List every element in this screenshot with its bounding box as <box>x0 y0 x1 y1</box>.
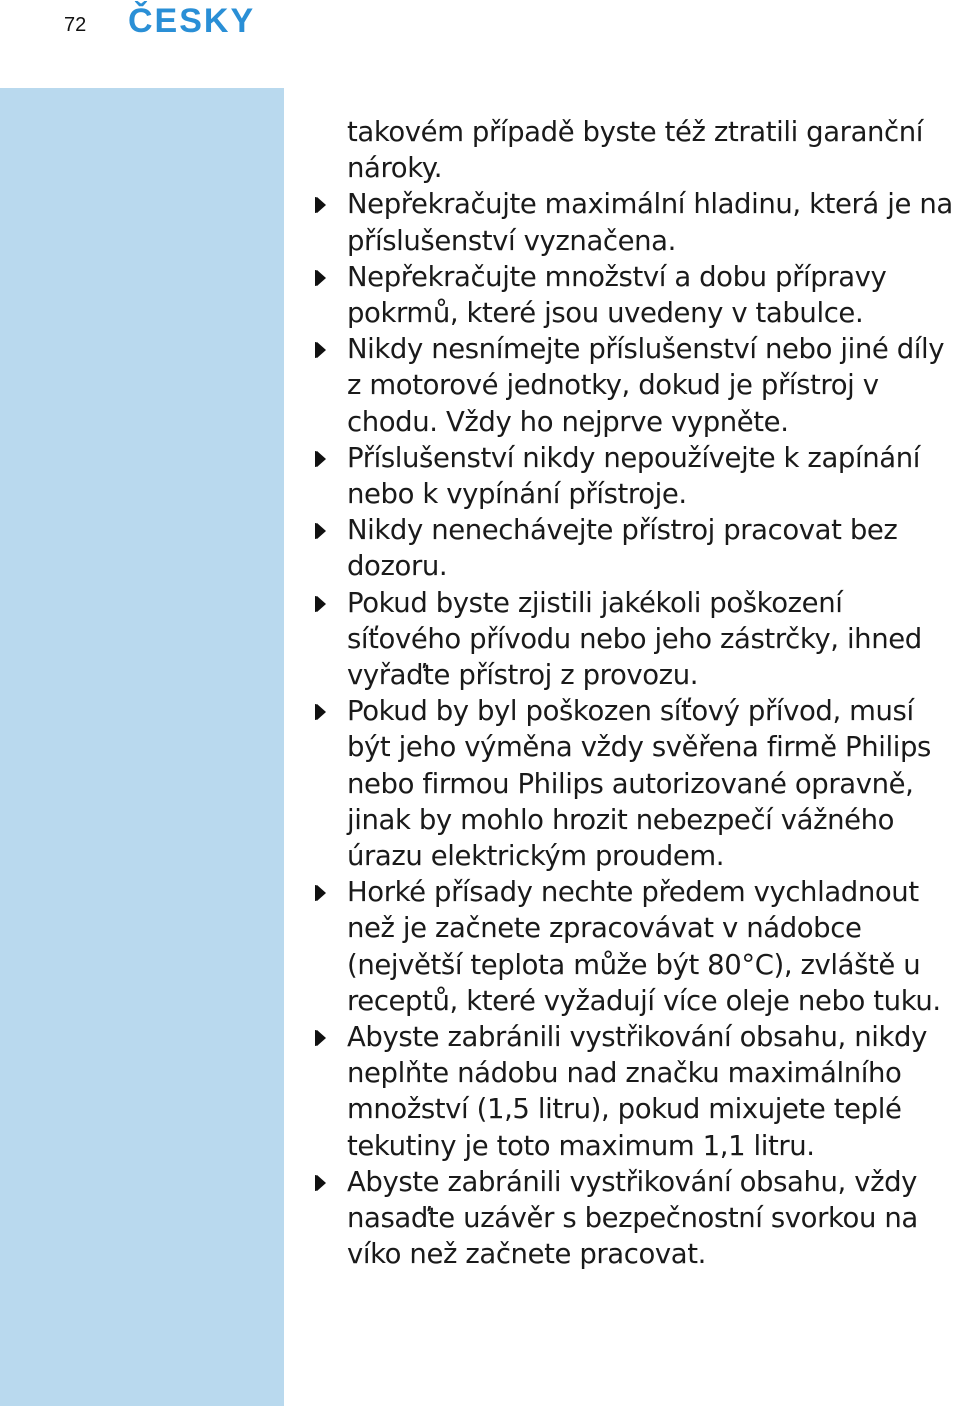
language-heading: ČESKY <box>128 2 256 40</box>
list-item-text: Abyste zabránili vystřikování obsahu, vždy nasaďte uzávěr s bezpečnostní svorkou na víko než začnete pracovat. <box>347 1165 918 1271</box>
page-number: 72 <box>64 14 87 36</box>
bullet-icon <box>317 596 326 612</box>
list-item <box>347 186 959 258</box>
bullet-icon <box>317 1175 326 1191</box>
list-item-text: Nikdy nenechávejte přístroj pracovat bez dozoru. <box>347 514 898 583</box>
list-item-text: Pokud by byl poškozen síťový přívod, musí být jeho výměna vždy svěřena firmě Philips nebo firmou Philips autorizované opravně, jinak by mohlo hrozit nebezpečí vážného úrazu elektrickým proudem. <box>347 695 931 873</box>
bullet-icon <box>317 342 326 358</box>
list-item-text: Pokud byste zjistili jakékoli poškození síťového přívodu nebo jeho zástrčky, ihned vyřaďte přístroj z provozu. <box>347 586 922 692</box>
list-item-text: Nikdy nesnímejte příslušenství nebo jiné díly z motorové jednotky, dokud je přístroj v chodu. Vždy ho nejprve vypněte. <box>347 333 945 438</box>
list-item <box>347 1164 959 1273</box>
list-item-text: Nepřekračujte maximální hladinu, která je na příslušenství vyznačena. <box>347 188 953 257</box>
sidebar-band <box>0 88 284 1406</box>
list-item-text: Příslušenství nikdy nepoužívejte k zapínání nebo k vypínání přístroje. <box>347 441 920 511</box>
list-item <box>347 259 959 331</box>
bullet-icon <box>317 270 326 286</box>
page-header <box>0 0 960 88</box>
bullet-icon <box>317 197 326 213</box>
bullet-icon <box>317 885 326 901</box>
list-item-text: Nepřekračujte množství a dobu přípravy pokrmů, které jsou uvedeny v tabulce. <box>347 260 887 330</box>
intro-text: takovém případě byste též ztratili garanční nároky. <box>347 116 924 185</box>
list-item <box>347 440 959 512</box>
list-item <box>347 693 959 874</box>
bullet-icon <box>317 523 326 539</box>
bullet-icon <box>317 704 326 720</box>
list-item <box>347 512 959 584</box>
safety-instructions <box>347 114 959 1273</box>
list-item-text: Abyste zabránili vystřikování obsahu, nikdy neplňte nádobu nad značku maximálního množství (1,5 litru), pokud mixujete teplé tekutiny je toto maximum 1,1 litru. <box>347 1021 927 1162</box>
list-item <box>347 1019 959 1164</box>
list-item <box>347 331 959 440</box>
bullet-icon <box>317 451 326 467</box>
bullet-icon <box>317 1030 326 1046</box>
list-item <box>347 874 959 1019</box>
list-item-text: Horké přísady nechte předem vychladnout než je začnete zpracovávat v nádobce (největší teplota může být 80°C), zvláště u receptů, které vyžadují více oleje nebo tuku. <box>347 876 941 1017</box>
list-item <box>347 585 959 694</box>
